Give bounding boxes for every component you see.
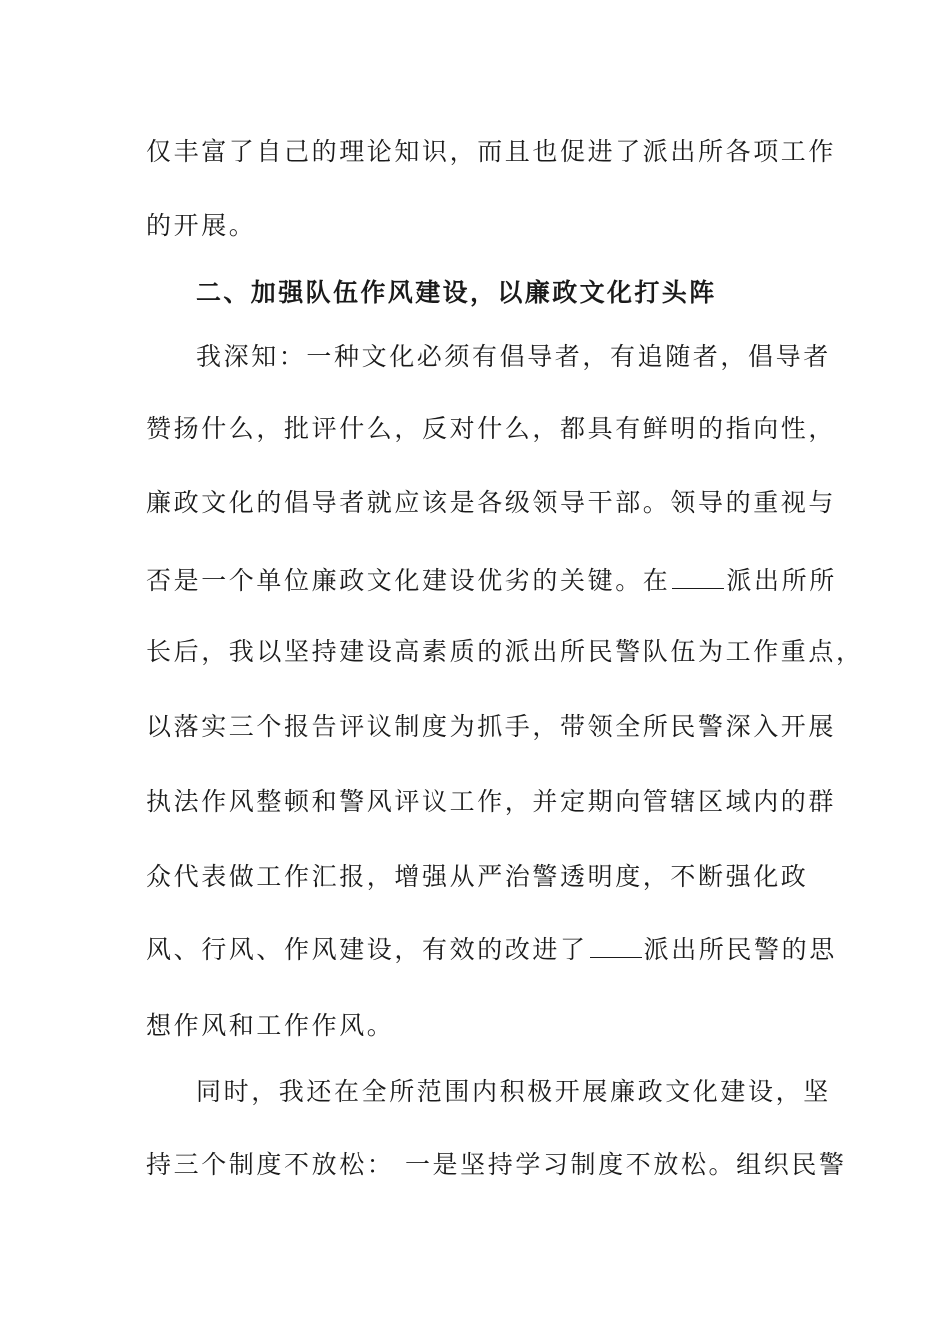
paragraph-2-line-4-end: 派出所所 bbox=[726, 566, 837, 595]
paragraph-2-line-8: 众代表做工作汇报，增强从严治警透明度，不断强化政 bbox=[146, 862, 809, 891]
paragraph-2-line-9-end: 派出所民警的思 bbox=[643, 935, 837, 964]
paragraph-2-line-10: 想作风和工作作风。 bbox=[146, 1011, 395, 1040]
paragraph-2-line-2: 赞扬什么，批评什么，反对什么，都具有鲜明的指向性， bbox=[146, 414, 837, 443]
paragraph-1-line-2: 的开展。 bbox=[146, 211, 257, 240]
paragraph-2-line-5: 长后，我以坚持建设高素质的派出所民警队伍为工作重点， bbox=[146, 637, 864, 666]
paragraph-3-line-2: 持三个制度不放松： 一是坚持学习制度不放松。组织民警 bbox=[146, 1150, 847, 1179]
paragraph-2-line-9-start: 风、行风、作风建设，有效的改进了 bbox=[146, 935, 588, 964]
paragraph-2-line-3: 廉政文化的倡导者就应该是各级领导干部。领导的重视与 bbox=[146, 488, 837, 517]
paragraph-2-line-1: 我深知：一种文化必须有倡导者，有追随者，倡导者 bbox=[196, 342, 831, 371]
paragraph-3-line-1: 同时，我还在全所范围内积极开展廉政文化建设，坚 bbox=[196, 1077, 831, 1106]
paragraph-2-line-6: 以落实三个报告评议制度为抓手，带领全所民警深入开展 bbox=[146, 712, 837, 741]
fill-in-blank bbox=[590, 937, 642, 958]
fill-in-blank bbox=[672, 568, 724, 589]
paragraph-2-line-4-start: 否是一个单位廉政文化建设优劣的关键。在 bbox=[146, 566, 671, 595]
paragraph-1-line-1: 仅丰富了自己的理论知识，而且也促进了派出所各项工作 bbox=[146, 137, 837, 166]
paragraph-2-line-9 bbox=[146, 935, 837, 965]
paragraph-2-line-7: 执法作风整顿和警风评议工作，并定期向管辖区域内的群 bbox=[146, 787, 837, 816]
section-heading: 二、加强队伍作风建设，以廉政文化打头阵 bbox=[196, 278, 717, 307]
paragraph-2-line-4 bbox=[146, 566, 837, 596]
